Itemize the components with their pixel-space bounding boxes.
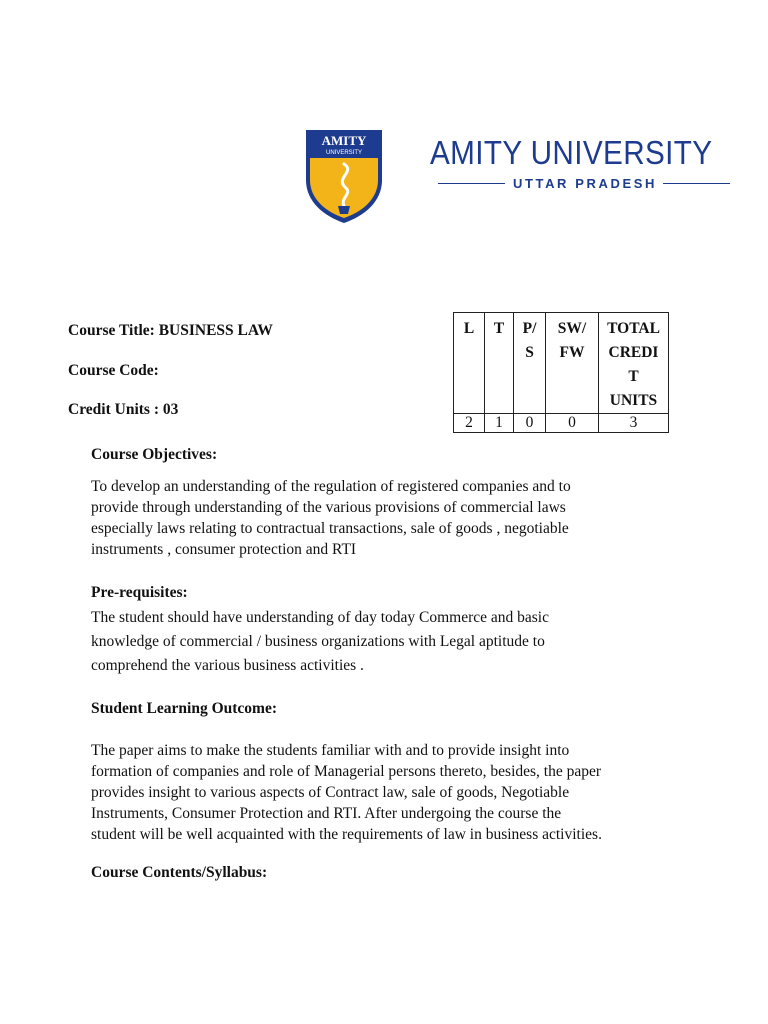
prerequisites-paragraph: [91, 606, 691, 678]
paragraph-line: The paper aims to make the students familiar with and to provide insight into: [91, 742, 570, 759]
credit-table-value-row: [454, 414, 669, 433]
value-cell: 1: [485, 414, 514, 433]
header-cell-swfw: [546, 313, 599, 414]
header-text: UNITS: [609, 392, 658, 409]
header-cell-total: [599, 313, 669, 414]
paragraph-line: instruments , consumer protection and RTI: [91, 541, 357, 558]
header-text: L: [463, 320, 475, 337]
paragraph-line: knowledge of commercial / business organizations with Legal aptitude to: [91, 633, 545, 650]
divider-right: [663, 183, 730, 185]
value-cell: 2: [454, 414, 485, 433]
crest-title: AMITY: [321, 133, 367, 148]
header-text: FW: [559, 344, 585, 361]
header-text: T: [493, 320, 505, 337]
header-text: CREDI: [608, 344, 659, 361]
paragraph-line: especially laws relating to contractual transactions, sale of goods , negotiable: [91, 520, 569, 537]
university-location: UTTAR PRADESH: [512, 176, 658, 191]
header-text: P/: [522, 320, 537, 337]
header-text: T: [628, 368, 639, 385]
university-location-row: [438, 176, 730, 191]
divider-left: [438, 183, 505, 185]
header-text: TOTAL: [607, 320, 660, 337]
header-text: S: [525, 344, 534, 361]
paragraph-line: comprehend the various business activities .: [91, 657, 364, 674]
paragraph-line: formation of companies and role of Managerial persons thereto, besides, the paper: [91, 763, 602, 780]
prerequisites-heading: Pre-requisites:: [91, 584, 188, 601]
objectives-heading: Course Objectives:: [91, 446, 218, 463]
paragraph-line: student will be well acquainted with the requirements of law in business activities.: [91, 826, 602, 843]
header-cell-l: [454, 313, 485, 414]
university-wordmark: [430, 134, 732, 191]
credit-table: [453, 312, 669, 433]
header-cell-t: [485, 313, 514, 414]
syllabus-heading: Course Contents/Syllabus:: [91, 864, 268, 881]
outcome-heading: Student Learning Outcome:: [91, 700, 277, 717]
credit-units: Credit Units : 03: [68, 401, 179, 418]
outcome-paragraph: [91, 740, 691, 845]
value-cell: 3: [599, 414, 669, 433]
university-name: AMITY UNIVERSITY: [430, 134, 713, 171]
amity-crest-logo: [304, 128, 384, 224]
paragraph-line: The student should have understanding of day today Commerce and basic: [91, 609, 549, 626]
course-code: Course Code:: [68, 362, 159, 379]
crest-subtitle: UNIVERSITY: [325, 150, 363, 156]
paragraph-line: Instruments, Consumer Protection and RTI. After undergoing the course the: [91, 805, 562, 822]
header-text: SW/: [557, 320, 587, 337]
paragraph-line: provide through understanding of the various provisions of commercial laws: [91, 499, 566, 516]
course-title: Course Title: BUSINESS LAW: [68, 322, 273, 339]
header-cell-ps: [514, 313, 546, 414]
objectives-paragraph: [91, 476, 691, 560]
value-cell: 0: [546, 414, 599, 433]
credit-table-header-row: [454, 313, 669, 414]
paragraph-line: provides insight to various aspects of Contract law, sale of goods, Negotiable: [91, 784, 570, 801]
value-cell: 0: [514, 414, 546, 433]
paragraph-line: To develop an understanding of the regulation of registered companies and to: [91, 478, 571, 495]
